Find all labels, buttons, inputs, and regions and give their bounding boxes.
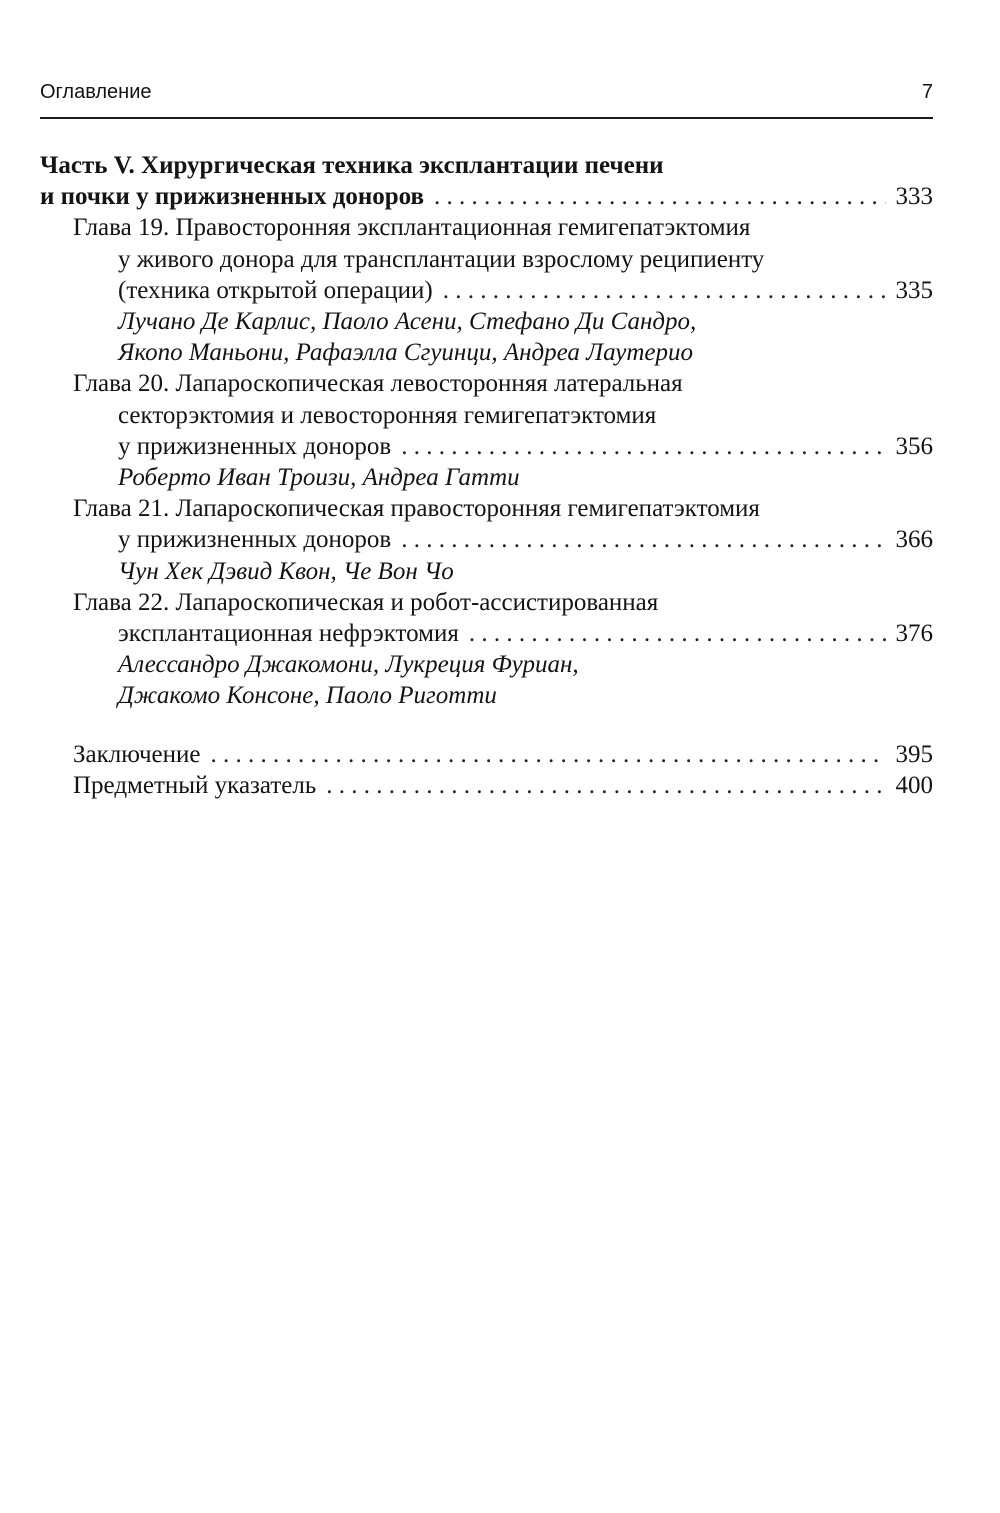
toc-index-entry[interactable] [40, 770, 933, 801]
chapter-page-number: 356 [895, 432, 933, 460]
toc-chapter-entry[interactable] [40, 212, 933, 368]
chapter-title-line: у прижизненных доноров [118, 432, 392, 460]
entry-label: Предметный указатель [73, 771, 317, 799]
chapter-authors-line: Роберто Иван Троизи, Андреа Гатти [118, 464, 520, 492]
chapter-title-line: секторэктомия и левосторонняя гемигепатэктомия [118, 401, 657, 429]
entry-label: Заключение [73, 740, 201, 768]
toc-chapter-entry[interactable] [40, 493, 933, 587]
chapter-title-line: у живого донора для трансплантации взрослому реципиенту [118, 245, 765, 273]
section-spacer [40, 712, 933, 739]
part-page-number: 333 [895, 183, 933, 211]
toc-part-entry[interactable] [40, 150, 933, 212]
dot-leader [469, 618, 886, 649]
page-number: 7 [921, 81, 933, 103]
dot-leader [211, 739, 886, 770]
header-rule [40, 117, 933, 119]
chapter-title-line: (техника открытой операции) [118, 276, 433, 304]
toc-conclusion-entry[interactable] [40, 739, 933, 770]
entry-page-number: 400 [895, 771, 933, 799]
chapter-authors-line: Якопо Маньони, Рафаэлла Сгуинци, Андреа Лаутерио [118, 339, 694, 367]
chapter-title-line: Глава 22. Лапароскопическая и робот-ассистированная [73, 588, 659, 616]
chapter-authors-line: Алессандро Джакомони, Лукреция Фуриан, [118, 651, 579, 679]
chapter-title-line: эксплантационная нефрэктомия [118, 620, 459, 648]
dot-leader [434, 181, 885, 212]
dot-leader [326, 770, 885, 801]
part-title-line: Часть V. Хирургическая техника эксплантации печени [40, 152, 664, 179]
chapter-title-line: Глава 20. Лапароскопическая левосторонняя латеральная [73, 370, 683, 398]
dot-leader [401, 524, 885, 555]
entry-page-number: 395 [895, 740, 933, 768]
chapter-page-number: 335 [895, 276, 933, 304]
part-title-line: и почки у прижизненных доноров [40, 183, 425, 211]
dot-leader [443, 275, 886, 306]
chapter-page-number: 376 [895, 620, 933, 648]
chapter-authors-line: Лучано Де Карлис, Паоло Асени, Стефано Ди Сандро, [118, 308, 697, 336]
chapter-title-line: у прижизненных доноров [118, 526, 392, 554]
chapter-authors-line: Чун Хек Дэвид Квон, Че Вон Чо [118, 557, 454, 585]
toc-chapter-entry[interactable] [40, 587, 933, 712]
toc-chapter-entry[interactable] [40, 368, 933, 493]
dot-leader [401, 431, 885, 462]
running-head-title: Оглавление [40, 81, 152, 103]
chapter-authors-line: Джакомо Консоне, Паоло Риготти [118, 682, 497, 710]
table-of-contents [40, 150, 933, 801]
chapter-title-line: Глава 19. Правосторонняя эксплантационная гемигепатэктомия [73, 214, 751, 242]
running-head [40, 78, 933, 110]
chapter-page-number: 366 [895, 526, 933, 554]
chapter-title-line: Глава 21. Лапароскопическая правосторонняя гемигепатэктомия [73, 495, 760, 523]
